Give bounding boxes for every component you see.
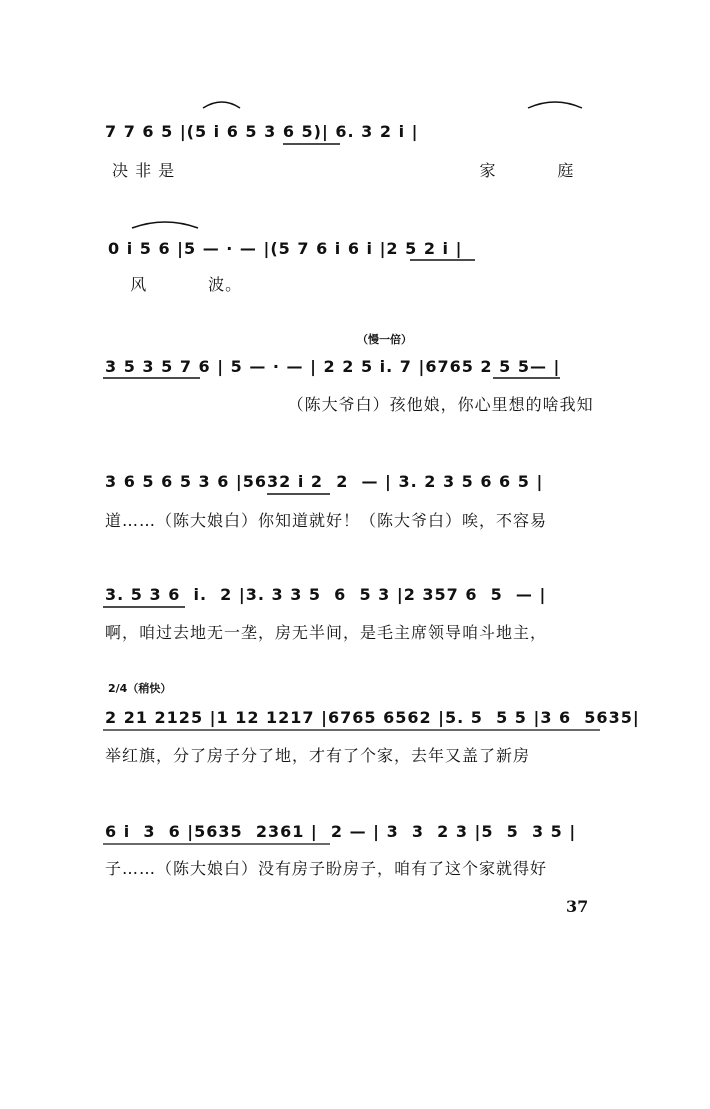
lyrics-row-1: 决 非 是 家 庭 <box>112 161 575 180</box>
notation-row-7: 6 i 3 6 |5635 2361 | 2 — | 3 3 2 3 |5 5 3 5 | <box>105 822 577 841</box>
page-number: 37 <box>566 897 589 916</box>
lyrics-row-5: 啊，咱过去地无一垄，房无半间，是毛主席领导咱斗地主， <box>105 623 548 642</box>
notation-row-5: 3. 5 3 6 i. 2 |3. 3 3 5 6 5 3 |2 357 6 5 — | <box>105 585 547 604</box>
lyrics-row-4: 道……（陈大娘白）你知道就好！（陈大爷白）唉，不容易 <box>105 511 548 530</box>
notation-row-4: 3 6 5 6 5 3 6 |5632 i 2 2 — | 3. 2 3 5 6 6 5 | <box>105 472 544 491</box>
lyrics-row-2: 风 波。 <box>112 275 243 294</box>
lyrics-row-6: 举红旗，分了房子分了地，才有了个家，去年又盖了新房 <box>105 746 531 765</box>
lyrics-row-7: 子……（陈大娘白）没有房子盼房子，咱有了这个家就得好 <box>105 859 548 878</box>
notation-row-2: 0 i 5 6 |5 — · — |(5 7 6 i 6 i |2 5 2 i | <box>108 239 463 258</box>
slur-row-1a <box>203 102 240 108</box>
notation-row-6: 2 21 2125 |1 12 1217 |6765 6562 |5. 5 5 5 |3 6 5635| <box>105 708 640 727</box>
notation-row-3: 3 5 3 5 7 6 | 5 — · — | 2 2 5 i. 7 |6765 2 5 5— | <box>105 357 561 376</box>
lyrics-row-3: （陈大爷白）孩他娘，你心里想的啥我知 <box>105 395 594 414</box>
slur-row-1b <box>528 102 582 108</box>
tempo-mark-row-3: （慢一倍） <box>357 333 412 346</box>
notation-row-1: 7 7 6 5 |(5 i 6 5 3 6 5)| 6. 3 2 i | <box>105 122 419 141</box>
tempo-mark-row-6: 2/4（稍快） <box>108 682 172 695</box>
slur-row-2 <box>132 222 198 228</box>
